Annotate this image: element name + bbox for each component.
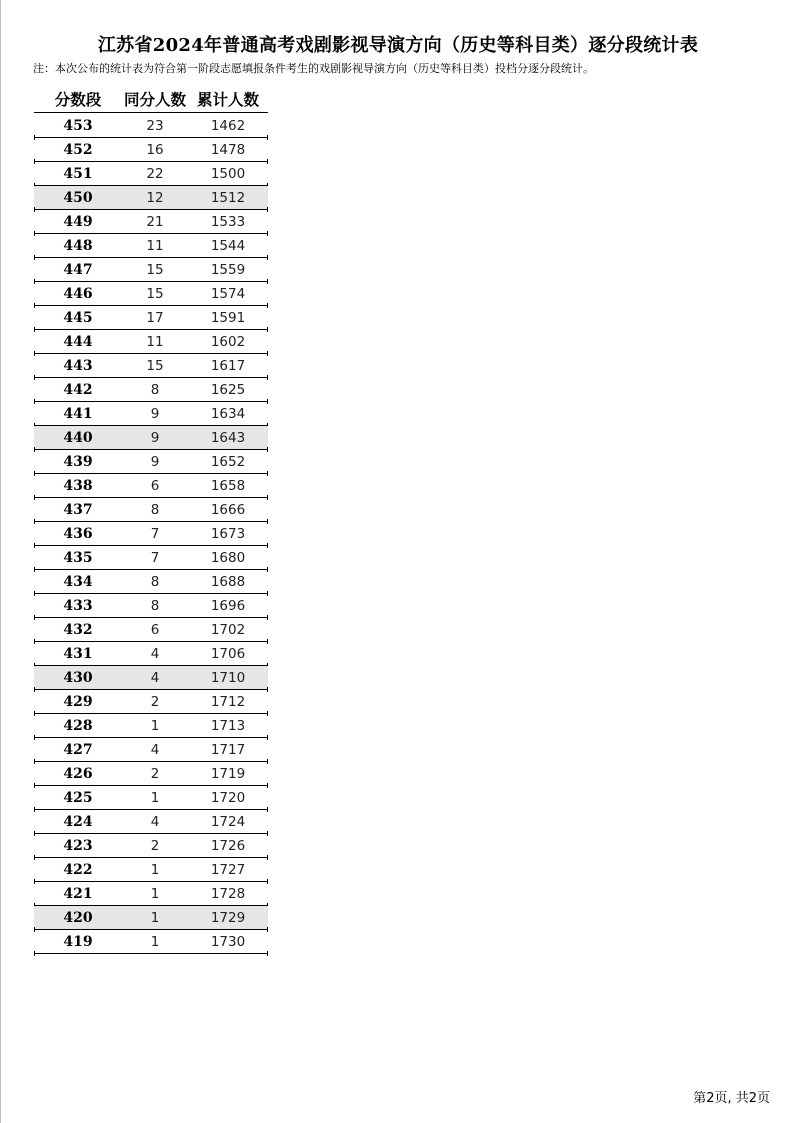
table-row [34, 594, 268, 618]
cell-cumulative: 1727 [210, 861, 246, 878]
cell-score: 424 [63, 813, 93, 830]
cell-same-count: 8 [150, 573, 160, 590]
cell-cumulative: 1706 [210, 645, 246, 662]
cell-same-count: 7 [150, 525, 160, 542]
cell-score: 440 [63, 429, 93, 446]
cell-score: 428 [63, 717, 93, 734]
cell-same-count: 4 [150, 669, 160, 686]
cell-score: 448 [63, 237, 93, 254]
cell-same-count: 1 [150, 933, 160, 950]
cell-cumulative: 1462 [210, 117, 246, 134]
cell-same-count: 12 [146, 189, 164, 206]
cell-cumulative: 1478 [210, 141, 246, 158]
cell-score: 427 [63, 741, 93, 758]
cell-same-count: 23 [146, 117, 164, 134]
table-row [34, 786, 268, 810]
cell-score: 451 [63, 165, 93, 182]
cell-same-count: 15 [146, 357, 164, 374]
cell-same-count: 9 [150, 405, 160, 422]
cell-cumulative: 1658 [210, 477, 246, 494]
cell-score: 450 [63, 189, 93, 206]
cell-same-count: 15 [146, 285, 164, 302]
table-row [34, 234, 268, 258]
cell-same-count: 9 [150, 453, 160, 470]
cell-same-count: 8 [150, 381, 160, 398]
cell-cumulative: 1666 [210, 501, 246, 518]
table-row [34, 450, 268, 474]
cell-same-count: 1 [150, 861, 160, 878]
cell-cumulative: 1544 [210, 237, 246, 254]
cell-score: 432 [63, 621, 93, 638]
table-row [34, 618, 268, 642]
table-row [34, 330, 268, 354]
cell-cumulative: 1634 [210, 405, 246, 422]
cell-cumulative: 1512 [210, 189, 246, 206]
cell-cumulative: 1719 [210, 765, 246, 782]
cell-cumulative: 1724 [210, 813, 246, 830]
table-row [34, 570, 268, 594]
cell-score: 420 [63, 909, 93, 926]
cell-cumulative: 1680 [210, 549, 246, 566]
table-row [34, 858, 268, 882]
table-row [34, 714, 268, 738]
cell-score: 452 [63, 141, 93, 158]
cell-cumulative: 1574 [210, 285, 246, 302]
table-row [34, 474, 268, 498]
cell-cumulative: 1717 [210, 741, 246, 758]
cell-cumulative: 1696 [210, 597, 246, 614]
page-footer: 第2页, 共2页 [693, 1091, 770, 1106]
cell-same-count: 1 [150, 717, 160, 734]
cell-same-count: 11 [146, 333, 164, 350]
cell-same-count: 2 [150, 837, 160, 854]
table-row [34, 522, 268, 546]
cell-score: 426 [63, 765, 93, 782]
cell-cumulative: 1643 [210, 429, 246, 446]
cell-same-count: 1 [150, 885, 160, 902]
cell-cumulative: 1625 [210, 381, 246, 398]
cell-score: 434 [63, 573, 93, 590]
cell-score: 433 [63, 597, 93, 614]
cell-cumulative: 1533 [210, 213, 246, 230]
cell-same-count: 2 [150, 765, 160, 782]
cell-same-count: 4 [150, 813, 160, 830]
cell-cumulative: 1591 [210, 309, 246, 326]
cell-same-count: 4 [150, 741, 160, 758]
table-row [34, 162, 268, 186]
table-row [34, 114, 268, 138]
table-row [34, 426, 268, 450]
cell-score: 431 [63, 645, 93, 662]
cell-cumulative: 1712 [210, 693, 246, 710]
cell-cumulative: 1713 [210, 717, 246, 734]
cell-score: 439 [63, 453, 93, 470]
header-cumulative: 累计人数 [196, 91, 259, 109]
cell-cumulative: 1710 [210, 669, 246, 686]
cell-score: 435 [63, 549, 93, 566]
cell-same-count: 9 [150, 429, 160, 446]
cell-score: 421 [63, 885, 93, 902]
cell-cumulative: 1617 [210, 357, 246, 374]
page-title: 江苏省2024年普通高考戏剧影视导演方向（历史等科目类）逐分段统计表 [97, 35, 699, 56]
cell-cumulative: 1559 [210, 261, 246, 278]
cell-cumulative: 1602 [210, 333, 246, 350]
cell-score: 444 [63, 333, 93, 350]
cell-score: 441 [63, 405, 93, 422]
table-row [34, 810, 268, 834]
cell-same-count: 8 [150, 501, 160, 518]
table-row [34, 498, 268, 522]
cell-same-count: 16 [146, 141, 164, 158]
cell-cumulative: 1720 [210, 789, 246, 806]
cell-same-count: 4 [150, 645, 160, 662]
cell-cumulative: 1688 [210, 573, 246, 590]
table-row [34, 762, 268, 786]
header-same-count: 同分人数 [123, 91, 186, 109]
cell-cumulative: 1500 [210, 165, 246, 182]
cell-score: 429 [63, 693, 93, 710]
table-row [34, 906, 268, 930]
table-row [34, 690, 268, 714]
table-row [34, 138, 268, 162]
table-row [34, 402, 268, 426]
cell-same-count: 21 [146, 213, 164, 230]
table-row [34, 306, 268, 330]
cell-score: 419 [63, 933, 93, 950]
cell-same-count: 8 [150, 597, 160, 614]
cell-same-count: 2 [150, 693, 160, 710]
cell-score: 423 [63, 837, 93, 854]
cell-score: 447 [63, 261, 93, 278]
cell-score: 436 [63, 525, 93, 542]
table-note: 注：本次公布的统计表为符合第一阶段志愿填报条件考生的戏剧影视导演方向（历史等科目类）投档分逐分段统计。 [33, 62, 594, 75]
cell-score: 425 [63, 789, 93, 806]
cell-score: 422 [63, 861, 93, 878]
cell-same-count: 7 [150, 549, 160, 566]
header-score: 分数段 [54, 91, 102, 109]
cell-same-count: 6 [150, 477, 160, 494]
table-row [34, 882, 268, 906]
cell-same-count: 1 [150, 909, 160, 926]
table-row [34, 666, 268, 690]
cell-cumulative: 1702 [210, 621, 246, 638]
cell-score: 437 [63, 501, 93, 518]
cell-score: 446 [63, 285, 93, 302]
cell-cumulative: 1673 [210, 525, 246, 542]
cell-cumulative: 1728 [210, 885, 246, 902]
cell-score: 453 [63, 117, 93, 134]
cell-same-count: 11 [146, 237, 164, 254]
cell-score: 445 [63, 309, 93, 326]
cell-score: 438 [63, 477, 93, 494]
table-row [34, 642, 268, 666]
table-row [34, 546, 268, 570]
cell-cumulative: 1729 [210, 909, 246, 926]
cell-score: 430 [63, 669, 93, 686]
table-header [34, 86, 268, 113]
table-row [34, 834, 268, 858]
table-row [34, 378, 268, 402]
table-row [34, 738, 268, 762]
table-row [34, 186, 268, 210]
score-table [34, 86, 268, 954]
table-row [34, 258, 268, 282]
table-body [34, 114, 268, 954]
cell-same-count: 1 [150, 789, 160, 806]
cell-cumulative: 1726 [210, 837, 246, 854]
cell-same-count: 6 [150, 621, 160, 638]
cell-score: 442 [63, 381, 93, 398]
cell-cumulative: 1652 [210, 453, 246, 470]
cell-same-count: 17 [146, 309, 164, 326]
table-row [34, 210, 268, 234]
table-row [34, 282, 268, 306]
cell-cumulative: 1730 [210, 933, 246, 950]
cell-score: 443 [63, 357, 93, 374]
table-row [34, 354, 268, 378]
cell-same-count: 22 [146, 165, 164, 182]
cell-same-count: 15 [146, 261, 164, 278]
cell-score: 449 [63, 213, 93, 230]
table-row [34, 930, 268, 954]
